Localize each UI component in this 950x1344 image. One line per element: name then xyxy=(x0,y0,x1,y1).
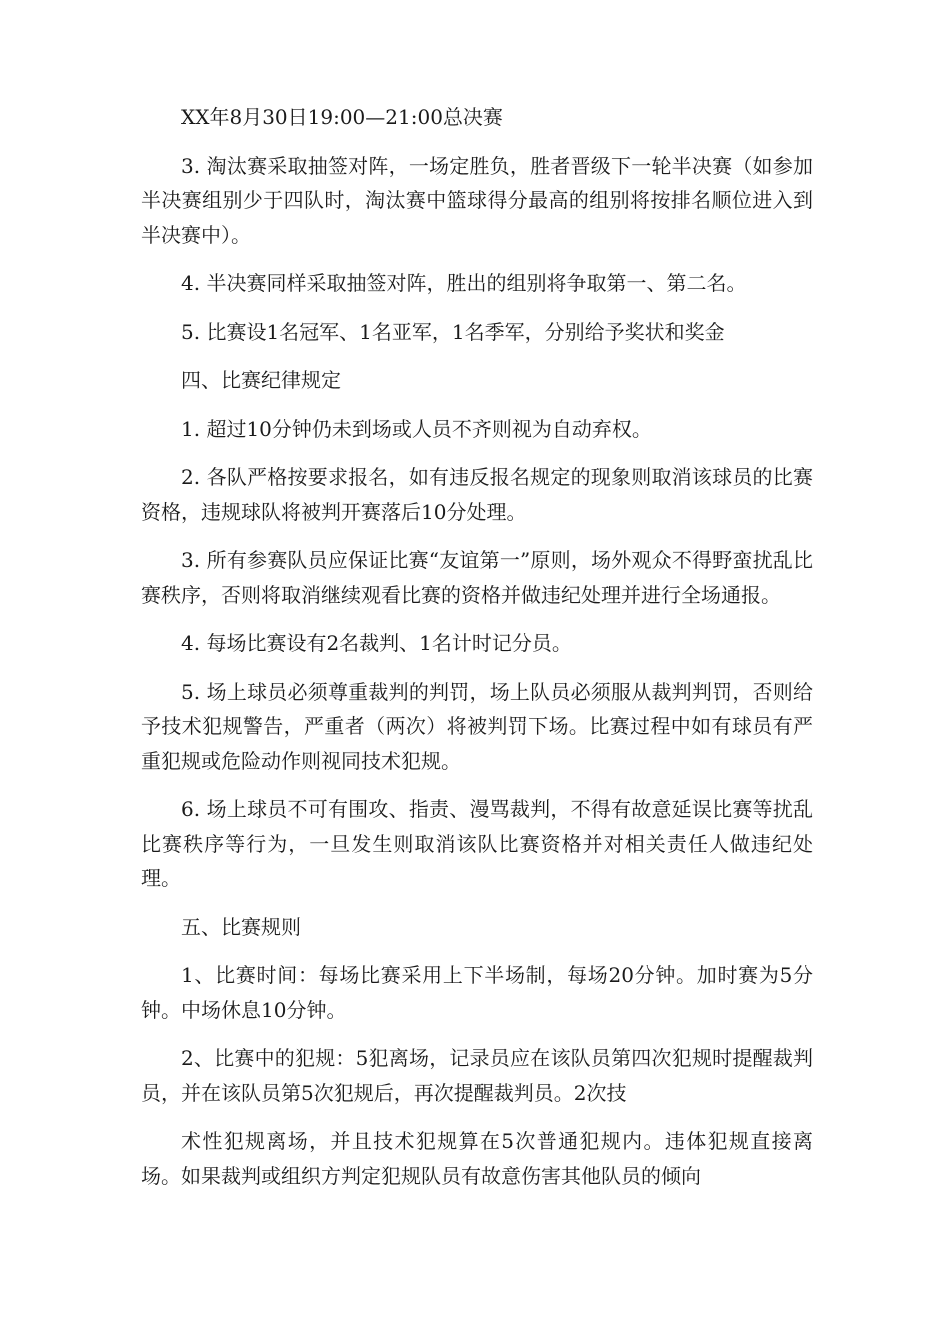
paragraph-rules-time: 1、比赛时间：每场比赛采用上下半场制，每场20分钟。加时赛为5分钟。中场休息10分钟。 xyxy=(141,963,813,1022)
paragraph-knockout-draw: 3. 淘汰赛采取抽签对阵，一场定胜负，胜者晋级下一轮半决赛（如参加半决赛组别少于四队时，淘汰赛中篮球得分最高的组别将按排名顺位进入到半决赛中）。 xyxy=(141,153,813,247)
paragraph-rules-fouls-continued: 术性犯规离场，并且技术犯规算在5次普通犯规内。违体犯规直接离场。如果裁判或组织方判定犯规队员有故意伤害其他队员的倾向 xyxy=(141,1129,813,1188)
paragraph-awards: 5. 比赛设1名冠军、1名亚军，1名季军，分别给予奖状和奖金 xyxy=(181,319,725,344)
paragraph-discipline-respect: 5. 场上球员必须尊重裁判的判罚，场上队员必须服从裁判判罚，否则给予技术犯规警告，严重者（两次）将被判罚下场。比赛过程中如有球员有严重犯规或危险动作则视同技术犯规。 xyxy=(141,679,813,773)
paragraph-semifinal-draw: 4. 半决赛同样采取抽签对阵，胜出的组别将争取第一、第二名。 xyxy=(181,271,747,295)
paragraph-discipline-referees: 4. 每场比赛设有2名裁判、1名计时记分员。 xyxy=(181,631,572,655)
paragraph-discipline-friendship: 3. 所有参赛队员应保证比赛“友谊第一”原则，场外观众不得野蛮扰乱比赛秩序，否则将取消继续观看比赛的资格并做违纪处理并进行全场通报。 xyxy=(141,548,813,607)
paragraph-discipline-late: 1. 超过10分钟仍未到场或人员不齐则视为自动弃权。 xyxy=(181,416,652,441)
section-heading-discipline: 四、比赛纪律规定 xyxy=(181,368,341,392)
document-body xyxy=(141,100,813,1207)
section-heading-rules: 五、比赛规则 xyxy=(181,914,301,939)
paragraph-discipline-registration: 2. 各队严格按要求报名，如有违反报名规定的现象则取消该球员的比赛资格，违规球队将被判开赛落后10分处理。 xyxy=(141,465,813,524)
paragraph-final-schedule: XX年8月30日19:00—21:00总决赛 xyxy=(181,105,503,129)
paragraph-rules-fouls: 2、比赛中的犯规：5犯离场，记录员应在该队员第四次犯规时提醒裁判员，并在该队员第5次犯规后，再次提醒裁判员。2次技 xyxy=(141,1046,813,1105)
paragraph-discipline-conduct: 6. 场上球员不可有围攻、指责、漫骂裁判，不得有故意延误比赛等扰乱比赛秩序等行为，一旦发生则取消该队比赛资格并对相关责任人做违纪处理。 xyxy=(141,797,813,890)
